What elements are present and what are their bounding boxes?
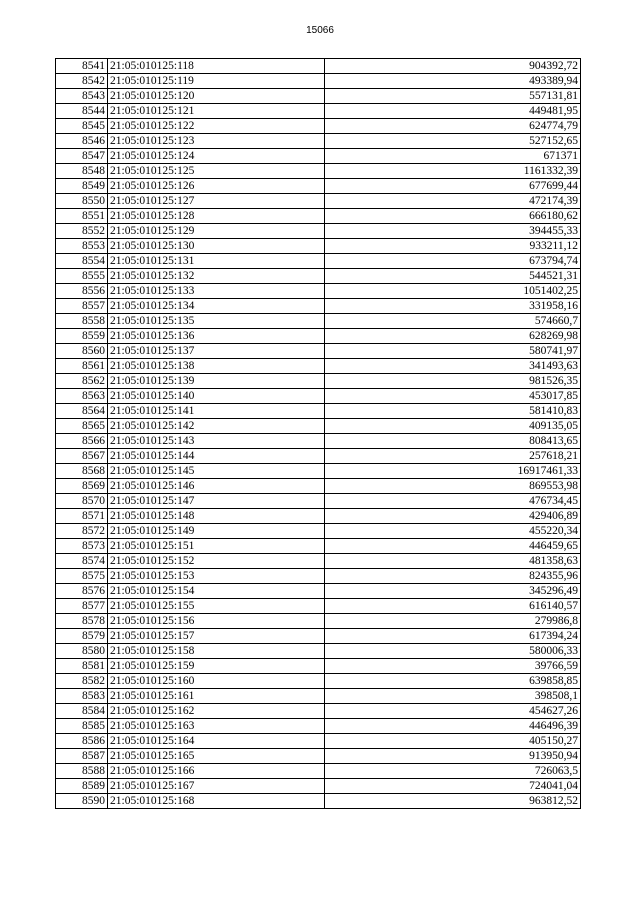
value-cell: 933211,12 xyxy=(325,239,581,254)
value-cell: 16917461,33 xyxy=(325,464,581,479)
cadastral-number-cell: 21:05:010125:134 xyxy=(108,299,325,314)
row-number-cell: 8573 xyxy=(56,539,108,554)
row-number-cell: 8577 xyxy=(56,599,108,614)
value-cell: 279986,8 xyxy=(325,614,581,629)
table-row xyxy=(56,584,581,599)
cadastral-number-cell: 21:05:010125:138 xyxy=(108,359,325,374)
cadastral-number-cell: 21:05:010125:164 xyxy=(108,734,325,749)
table-row xyxy=(56,794,581,809)
table-row xyxy=(56,269,581,284)
cadastral-number-cell: 21:05:010125:132 xyxy=(108,269,325,284)
table-row xyxy=(56,494,581,509)
value-cell: 341493,63 xyxy=(325,359,581,374)
row-number-cell: 8567 xyxy=(56,449,108,464)
cadastral-number-cell: 21:05:010125:143 xyxy=(108,434,325,449)
row-number-cell: 8572 xyxy=(56,524,108,539)
value-cell: 724041,04 xyxy=(325,779,581,794)
cadastral-number-cell: 21:05:010125:118 xyxy=(108,59,325,74)
cadastral-number-cell: 21:05:010125:155 xyxy=(108,599,325,614)
value-cell: 527152,65 xyxy=(325,134,581,149)
table-row xyxy=(56,464,581,479)
cadastral-number-cell: 21:05:010125:148 xyxy=(108,509,325,524)
cadastral-number-cell: 21:05:010125:160 xyxy=(108,674,325,689)
value-cell: 913950,94 xyxy=(325,749,581,764)
value-cell: 628269,98 xyxy=(325,329,581,344)
row-number-cell: 8556 xyxy=(56,284,108,299)
row-number-cell: 8582 xyxy=(56,674,108,689)
row-number-cell: 8564 xyxy=(56,404,108,419)
row-number-cell: 8565 xyxy=(56,419,108,434)
value-cell: 453017,85 xyxy=(325,389,581,404)
cadastral-number-cell: 21:05:010125:130 xyxy=(108,239,325,254)
value-cell: 616140,57 xyxy=(325,599,581,614)
value-cell: 639858,85 xyxy=(325,674,581,689)
table-row xyxy=(56,74,581,89)
value-cell: 726063,5 xyxy=(325,764,581,779)
row-number-cell: 8584 xyxy=(56,704,108,719)
value-cell: 446459,65 xyxy=(325,539,581,554)
cadastral-number-cell: 21:05:010125:125 xyxy=(108,164,325,179)
table-row xyxy=(56,749,581,764)
value-cell: 39766,59 xyxy=(325,659,581,674)
table-row xyxy=(56,164,581,179)
row-number-cell: 8590 xyxy=(56,794,108,809)
cadastral-number-cell: 21:05:010125:153 xyxy=(108,569,325,584)
table-row xyxy=(56,59,581,74)
row-number-cell: 8571 xyxy=(56,509,108,524)
value-cell: 963812,52 xyxy=(325,794,581,809)
cadastral-number-cell: 21:05:010125:156 xyxy=(108,614,325,629)
cadastral-number-cell: 21:05:010125:123 xyxy=(108,134,325,149)
table-row xyxy=(56,554,581,569)
table-row xyxy=(56,344,581,359)
cadastral-number-cell: 21:05:010125:136 xyxy=(108,329,325,344)
data-table xyxy=(55,58,581,809)
cadastral-number-cell: 21:05:010125:167 xyxy=(108,779,325,794)
row-number-cell: 8588 xyxy=(56,764,108,779)
value-cell: 666180,62 xyxy=(325,209,581,224)
row-number-cell: 8557 xyxy=(56,299,108,314)
row-number-cell: 8560 xyxy=(56,344,108,359)
row-number-cell: 8547 xyxy=(56,149,108,164)
value-cell: 673794,74 xyxy=(325,254,581,269)
table-row xyxy=(56,194,581,209)
row-number-cell: 8548 xyxy=(56,164,108,179)
value-cell: 1161332,39 xyxy=(325,164,581,179)
table-row xyxy=(56,524,581,539)
row-number-cell: 8553 xyxy=(56,239,108,254)
cadastral-number-cell: 21:05:010125:140 xyxy=(108,389,325,404)
row-number-cell: 8554 xyxy=(56,254,108,269)
table-row xyxy=(56,449,581,464)
table-row xyxy=(56,779,581,794)
value-cell: 617394,24 xyxy=(325,629,581,644)
cadastral-number-cell: 21:05:010125:121 xyxy=(108,104,325,119)
value-cell: 472174,39 xyxy=(325,194,581,209)
table-row xyxy=(56,434,581,449)
table-row xyxy=(56,359,581,374)
table-row xyxy=(56,419,581,434)
table-row xyxy=(56,239,581,254)
cadastral-number-cell: 21:05:010125:120 xyxy=(108,89,325,104)
row-number-cell: 8587 xyxy=(56,749,108,764)
table-row xyxy=(56,149,581,164)
table-row xyxy=(56,299,581,314)
row-number-cell: 8561 xyxy=(56,359,108,374)
row-number-cell: 8569 xyxy=(56,479,108,494)
cadastral-number-cell: 21:05:010125:122 xyxy=(108,119,325,134)
cadastral-number-cell: 21:05:010125:133 xyxy=(108,284,325,299)
cadastral-number-cell: 21:05:010125:126 xyxy=(108,179,325,194)
table-row xyxy=(56,539,581,554)
row-number-cell: 8574 xyxy=(56,554,108,569)
value-cell: 394455,33 xyxy=(325,224,581,239)
value-cell: 345296,49 xyxy=(325,584,581,599)
row-number-cell: 8545 xyxy=(56,119,108,134)
cadastral-number-cell: 21:05:010125:165 xyxy=(108,749,325,764)
value-cell: 808413,65 xyxy=(325,434,581,449)
row-number-cell: 8586 xyxy=(56,734,108,749)
table-row xyxy=(56,569,581,584)
cadastral-number-cell: 21:05:010125:142 xyxy=(108,419,325,434)
value-cell: 544521,31 xyxy=(325,269,581,284)
cadastral-number-cell: 21:05:010125:129 xyxy=(108,224,325,239)
cadastral-number-cell: 21:05:010125:127 xyxy=(108,194,325,209)
table-row xyxy=(56,629,581,644)
table-row xyxy=(56,764,581,779)
row-number-cell: 8581 xyxy=(56,659,108,674)
table-row xyxy=(56,479,581,494)
value-cell: 429406,89 xyxy=(325,509,581,524)
value-cell: 398508,1 xyxy=(325,689,581,704)
row-number-cell: 8542 xyxy=(56,74,108,89)
table-row xyxy=(56,104,581,119)
table-row xyxy=(56,644,581,659)
cadastral-number-cell: 21:05:010125:157 xyxy=(108,629,325,644)
table-row xyxy=(56,209,581,224)
row-number-cell: 8555 xyxy=(56,269,108,284)
cadastral-number-cell: 21:05:010125:146 xyxy=(108,479,325,494)
table-row xyxy=(56,509,581,524)
row-number-cell: 8570 xyxy=(56,494,108,509)
cadastral-number-cell: 21:05:010125:124 xyxy=(108,149,325,164)
row-number-cell: 8544 xyxy=(56,104,108,119)
value-cell: 454627,26 xyxy=(325,704,581,719)
table-row xyxy=(56,599,581,614)
cadastral-number-cell: 21:05:010125:158 xyxy=(108,644,325,659)
row-number-cell: 8579 xyxy=(56,629,108,644)
row-number-cell: 8568 xyxy=(56,464,108,479)
cadastral-number-cell: 21:05:010125:119 xyxy=(108,74,325,89)
page-number: 15066 xyxy=(306,25,334,36)
row-number-cell: 8558 xyxy=(56,314,108,329)
value-cell: 981526,35 xyxy=(325,374,581,389)
table-row xyxy=(56,254,581,269)
value-cell: 257618,21 xyxy=(325,449,581,464)
row-number-cell: 8551 xyxy=(56,209,108,224)
table-row xyxy=(56,689,581,704)
cadastral-number-cell: 21:05:010125:154 xyxy=(108,584,325,599)
cadastral-number-cell: 21:05:010125:151 xyxy=(108,539,325,554)
cadastral-number-cell: 21:05:010125:128 xyxy=(108,209,325,224)
value-cell: 449481,95 xyxy=(325,104,581,119)
table-row xyxy=(56,389,581,404)
cadastral-number-cell: 21:05:010125:162 xyxy=(108,704,325,719)
row-number-cell: 8549 xyxy=(56,179,108,194)
table-row xyxy=(56,659,581,674)
cadastral-number-cell: 21:05:010125:149 xyxy=(108,524,325,539)
value-cell: 581410,83 xyxy=(325,404,581,419)
value-cell: 904392,72 xyxy=(325,59,581,74)
row-number-cell: 8563 xyxy=(56,389,108,404)
table-row xyxy=(56,374,581,389)
cadastral-number-cell: 21:05:010125:161 xyxy=(108,689,325,704)
row-number-cell: 8576 xyxy=(56,584,108,599)
cadastral-number-cell: 21:05:010125:147 xyxy=(108,494,325,509)
table-row xyxy=(56,704,581,719)
row-number-cell: 8562 xyxy=(56,374,108,389)
value-cell: 557131,81 xyxy=(325,89,581,104)
row-number-cell: 8580 xyxy=(56,644,108,659)
value-cell: 869553,98 xyxy=(325,479,581,494)
row-number-cell: 8585 xyxy=(56,719,108,734)
table-row xyxy=(56,224,581,239)
table-row xyxy=(56,134,581,149)
value-cell: 671371 xyxy=(325,149,581,164)
value-cell: 1051402,25 xyxy=(325,284,581,299)
row-number-cell: 8583 xyxy=(56,689,108,704)
cadastral-number-cell: 21:05:010125:141 xyxy=(108,404,325,419)
row-number-cell: 8566 xyxy=(56,434,108,449)
value-cell: 580741,97 xyxy=(325,344,581,359)
table-row xyxy=(56,719,581,734)
table-row xyxy=(56,119,581,134)
cadastral-number-cell: 21:05:010125:144 xyxy=(108,449,325,464)
table-row xyxy=(56,329,581,344)
row-number-cell: 8575 xyxy=(56,569,108,584)
row-number-cell: 8546 xyxy=(56,134,108,149)
cadastral-number-cell: 21:05:010125:152 xyxy=(108,554,325,569)
value-cell: 405150,27 xyxy=(325,734,581,749)
row-number-cell: 8552 xyxy=(56,224,108,239)
value-cell: 574660,7 xyxy=(325,314,581,329)
row-number-cell: 8550 xyxy=(56,194,108,209)
row-number-cell: 8541 xyxy=(56,59,108,74)
value-cell: 677699,44 xyxy=(325,179,581,194)
row-number-cell: 8578 xyxy=(56,614,108,629)
table-row xyxy=(56,179,581,194)
value-cell: 824355,96 xyxy=(325,569,581,584)
table-body xyxy=(56,59,581,809)
value-cell: 493389,94 xyxy=(325,74,581,89)
table-row xyxy=(56,614,581,629)
table-row xyxy=(56,284,581,299)
cadastral-number-cell: 21:05:010125:131 xyxy=(108,254,325,269)
table-row xyxy=(56,734,581,749)
cadastral-number-cell: 21:05:010125:137 xyxy=(108,344,325,359)
cadastral-number-cell: 21:05:010125:135 xyxy=(108,314,325,329)
table-row xyxy=(56,314,581,329)
value-cell: 476734,45 xyxy=(325,494,581,509)
cadastral-number-cell: 21:05:010125:166 xyxy=(108,764,325,779)
table-row xyxy=(56,89,581,104)
cadastral-number-cell: 21:05:010125:145 xyxy=(108,464,325,479)
cadastral-number-cell: 21:05:010125:163 xyxy=(108,719,325,734)
row-number-cell: 8589 xyxy=(56,779,108,794)
cadastral-number-cell: 21:05:010125:159 xyxy=(108,659,325,674)
row-number-cell: 8559 xyxy=(56,329,108,344)
table-row xyxy=(56,404,581,419)
cadastral-number-cell: 21:05:010125:139 xyxy=(108,374,325,389)
value-cell: 409135,05 xyxy=(325,419,581,434)
value-cell: 455220,34 xyxy=(325,524,581,539)
row-number-cell: 8543 xyxy=(56,89,108,104)
value-cell: 446496,39 xyxy=(325,719,581,734)
table-row xyxy=(56,674,581,689)
value-cell: 624774,79 xyxy=(325,119,581,134)
value-cell: 331958,16 xyxy=(325,299,581,314)
value-cell: 481358,63 xyxy=(325,554,581,569)
value-cell: 580006,33 xyxy=(325,644,581,659)
cadastral-number-cell: 21:05:010125:168 xyxy=(108,794,325,809)
